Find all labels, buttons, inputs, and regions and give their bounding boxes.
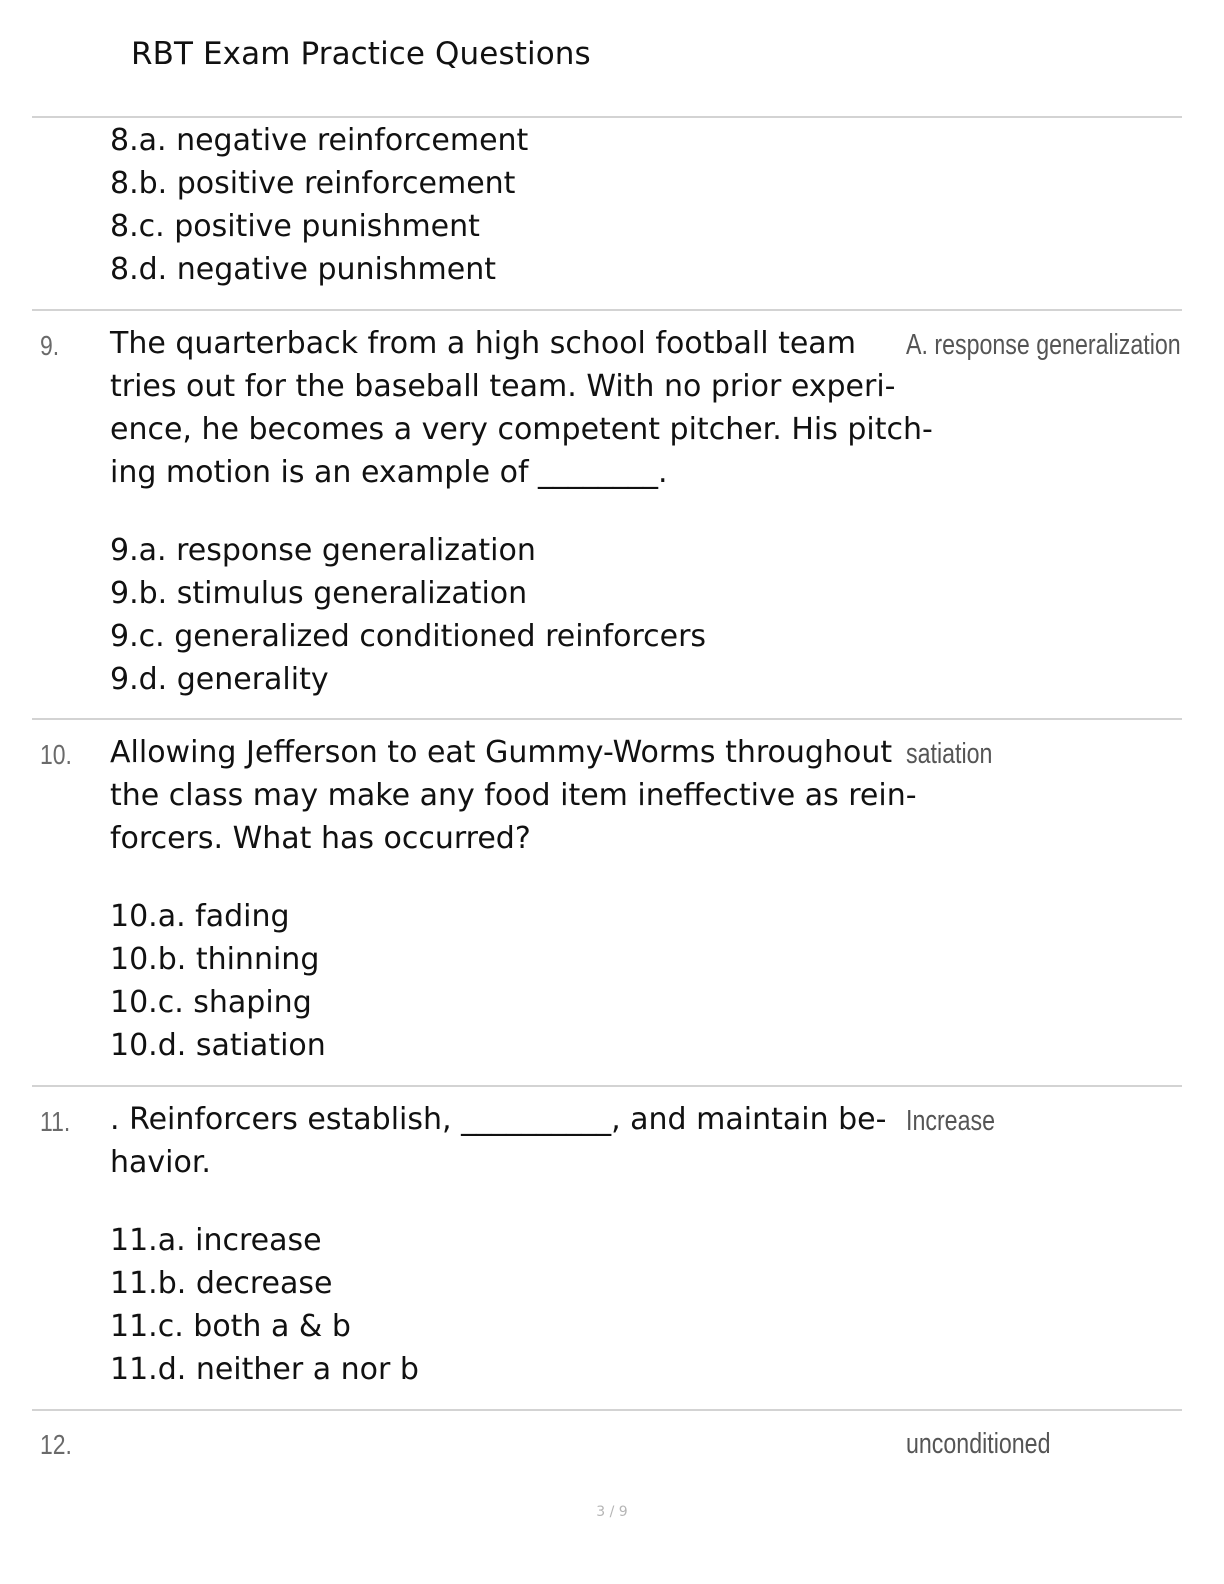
q9-line: tries out for the baseball team. With no prior experi- xyxy=(110,369,896,404)
choice-8a: 8.a. negative reinforcement xyxy=(110,123,529,158)
q10-choices xyxy=(110,895,326,1067)
choice-11b: 11.b. decrease xyxy=(110,1266,333,1301)
choice-9d: 9.d. generality xyxy=(110,662,329,697)
q9-line: The quarterback from a high school football team xyxy=(110,326,856,361)
q12-number: 12. xyxy=(40,1429,72,1460)
page-title: RBT Exam Practice Questions xyxy=(131,36,591,72)
q9-number: 9. xyxy=(40,330,60,361)
q11-choices xyxy=(110,1219,419,1391)
choice-10c: 10.c. shaping xyxy=(110,985,312,1020)
choice-10d: 10.d. satiation xyxy=(110,1028,326,1063)
choice-10b: 10.b. thinning xyxy=(110,942,320,977)
q8-choices xyxy=(110,119,528,291)
divider xyxy=(32,1409,1182,1411)
q10-line: the class may make any food item ineffective as rein- xyxy=(110,778,917,813)
choice-8b: 8.b. positive reinforcement xyxy=(110,166,516,201)
choice-11a: 11.a. increase xyxy=(110,1223,322,1258)
divider xyxy=(32,718,1182,720)
choice-11d: 11.d. neither a nor b xyxy=(110,1352,419,1387)
divider xyxy=(32,309,1182,311)
q10-line: forcers. What has occurred? xyxy=(110,821,531,856)
q12-answer: unconditioned xyxy=(906,1428,1051,1460)
choice-10a: 10.a. fading xyxy=(110,899,290,934)
q11-number: 11. xyxy=(40,1106,71,1137)
q9-choices xyxy=(110,529,706,701)
q11-text xyxy=(110,1098,886,1184)
divider xyxy=(32,1085,1182,1087)
q10-answer: satiation xyxy=(906,738,993,770)
choice-8c: 8.c. positive punishment xyxy=(110,209,480,244)
choice-9b: 9.b. stimulus generalization xyxy=(110,576,528,611)
choice-9c: 9.c. generalized conditioned reinforcers xyxy=(110,619,707,654)
q10-text xyxy=(110,731,917,860)
divider xyxy=(32,116,1182,118)
q9-line: ence, he becomes a very competent pitcher. His pitch- xyxy=(110,412,933,447)
q10-number: 10. xyxy=(40,739,72,770)
q9-text xyxy=(110,322,933,494)
q11-line: . Reinforcers establish, __________, and maintain be- xyxy=(110,1102,887,1137)
choice-9a: 9.a. response generalization xyxy=(110,533,536,568)
page-number: 3 / 9 xyxy=(596,1504,628,1520)
q11-answer: Increase xyxy=(906,1105,995,1137)
choice-8d: 8.d. negative punishment xyxy=(110,252,496,287)
q9-answer: A. response generalization xyxy=(906,329,1181,361)
q11-line: havior. xyxy=(110,1145,211,1180)
choice-11c: 11.c. both a & b xyxy=(110,1309,351,1344)
q10-line: Allowing Jefferson to eat Gummy-Worms throughout xyxy=(110,735,893,770)
q9-line: ing motion is an example of ________. xyxy=(110,455,668,490)
